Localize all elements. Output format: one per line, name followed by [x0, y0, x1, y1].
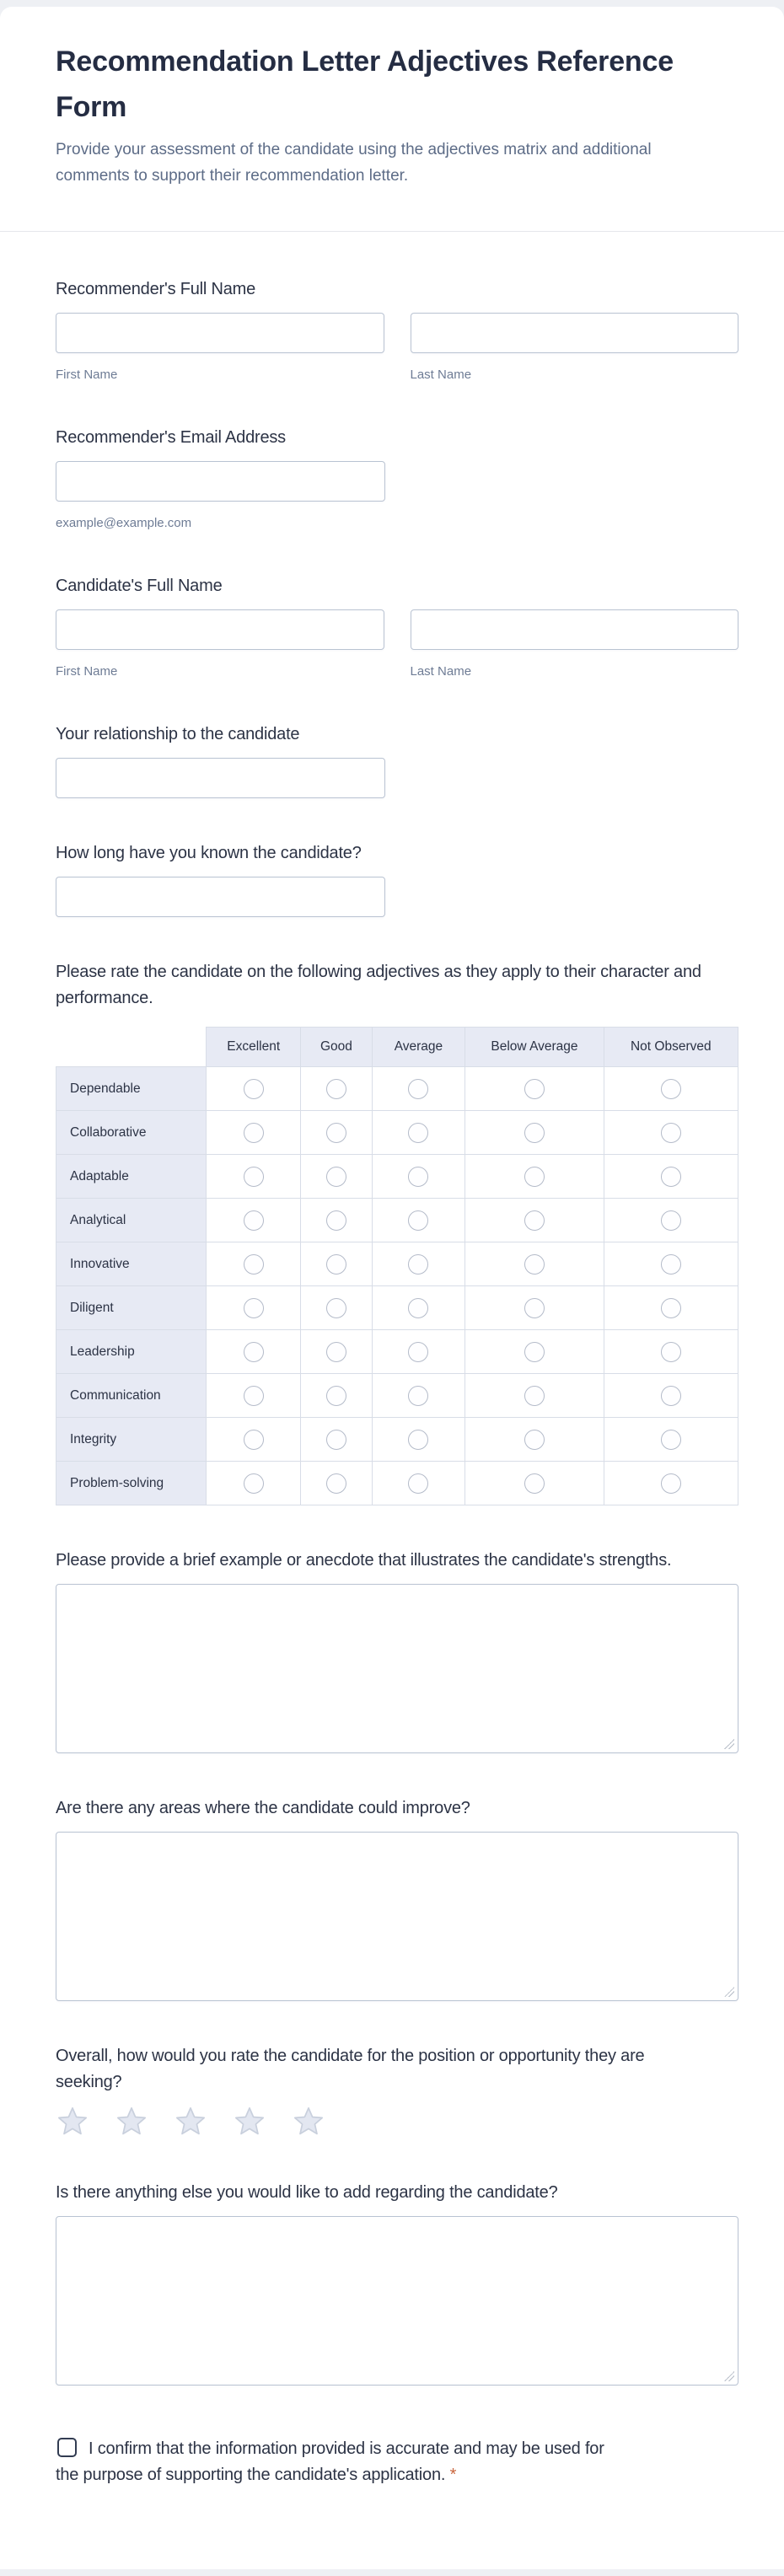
form-subtitle: Provide your assessment of the candidate using the adjectives matrix and additional comments to support their recommendation letter.: [56, 141, 652, 185]
form-card: [0, 7, 784, 2569]
question-overall-rating: [56, 2043, 738, 2138]
radio-adaptable-below-average[interactable]: [524, 1167, 545, 1187]
candidate-first-name-input[interactable]: [56, 609, 384, 650]
questions-area: [0, 276, 784, 2488]
improvement-label: Are there any areas where the candidate could improve?: [56, 1799, 470, 1817]
radio-adaptable-excellent[interactable]: [244, 1167, 264, 1187]
recommender-email-input[interactable]: [56, 461, 385, 502]
radio-dependable-not-observed[interactable]: [661, 1079, 681, 1099]
radio-collaborative-not-observed[interactable]: [661, 1123, 681, 1143]
radio-diligent-not-observed[interactable]: [661, 1298, 681, 1318]
form-header: [0, 7, 784, 189]
matrix-row-label: Dependable: [56, 1067, 207, 1111]
confirmation-label-line1: I confirm that the information provided is accurate and may be used for: [89, 2439, 604, 2458]
first-name-sublabel: First Name: [56, 368, 118, 382]
overall-rating-label: Overall, how would you rate the candidate for the position or opportunity they are seeking?: [56, 2047, 645, 2091]
radio-collaborative-good[interactable]: [326, 1123, 346, 1143]
radio-leadership-below-average[interactable]: [524, 1342, 545, 1362]
star-icon-4[interactable]: [233, 2106, 266, 2138]
duration-input[interactable]: [56, 877, 385, 917]
radio-leadership-excellent[interactable]: [244, 1342, 264, 1362]
radio-dependable-excellent[interactable]: [244, 1079, 264, 1099]
form-title: Recommendation Letter Adjectives Reference Form: [56, 46, 674, 123]
radio-collaborative-below-average[interactable]: [524, 1123, 545, 1143]
star-icon-2[interactable]: [115, 2106, 148, 2138]
matrix-column-header: Not Observed: [604, 1028, 738, 1067]
recommender-first-name-input[interactable]: [56, 313, 384, 353]
matrix-row-label: Innovative: [56, 1242, 207, 1286]
required-asterisk: *: [449, 2466, 457, 2484]
star-icon-5[interactable]: [292, 2106, 325, 2138]
relationship-label: Your relationship to the candidate: [56, 725, 300, 743]
matrix-column-header: Below Average: [465, 1028, 604, 1067]
matrix-row-label: Leadership: [56, 1330, 207, 1374]
radio-communication-excellent[interactable]: [244, 1386, 264, 1406]
matrix-column-header: Excellent: [206, 1028, 300, 1067]
question-recommender-email: [56, 425, 738, 531]
radio-innovative-excellent[interactable]: [244, 1254, 264, 1275]
matrix-row-problem-solving: [56, 1462, 738, 1505]
radio-leadership-not-observed[interactable]: [661, 1342, 681, 1362]
radio-innovative-good[interactable]: [326, 1254, 346, 1275]
radio-analytical-below-average[interactable]: [524, 1210, 545, 1231]
radio-analytical-excellent[interactable]: [244, 1210, 264, 1231]
radio-innovative-below-average[interactable]: [524, 1254, 545, 1275]
radio-innovative-average[interactable]: [408, 1254, 428, 1275]
matrix-row-label: Analytical: [56, 1199, 207, 1242]
radio-diligent-below-average[interactable]: [524, 1298, 545, 1318]
radio-dependable-good[interactable]: [326, 1079, 346, 1099]
matrix-row-communication: [56, 1374, 738, 1418]
first-name-sublabel: First Name: [56, 664, 118, 679]
additional-textarea[interactable]: [56, 2216, 738, 2385]
matrix-row-dependable: [56, 1067, 738, 1111]
email-hint-sublabel: example@example.com: [56, 516, 192, 530]
radio-dependable-below-average[interactable]: [524, 1079, 545, 1099]
matrix-column-header: Average: [372, 1028, 465, 1067]
recommender-last-name-input[interactable]: [411, 313, 739, 353]
radio-communication-not-observed[interactable]: [661, 1386, 681, 1406]
radio-problem-solving-not-observed[interactable]: [661, 1473, 681, 1494]
radio-integrity-not-observed[interactable]: [661, 1430, 681, 1450]
radio-leadership-good[interactable]: [326, 1342, 346, 1362]
star-icon-1[interactable]: [56, 2106, 89, 2138]
matrix-row-label: Adaptable: [56, 1155, 207, 1199]
radio-adaptable-not-observed[interactable]: [661, 1167, 681, 1187]
radio-dependable-average[interactable]: [408, 1079, 428, 1099]
matrix-row-adaptable: [56, 1155, 738, 1199]
matrix-row-label: Problem-solving: [56, 1462, 207, 1505]
adjectives-matrix-table: [56, 1027, 738, 1505]
radio-problem-solving-good[interactable]: [326, 1473, 346, 1494]
radio-problem-solving-below-average[interactable]: [524, 1473, 545, 1494]
matrix-row-analytical: [56, 1199, 738, 1242]
relationship-input[interactable]: [56, 758, 385, 798]
candidate-last-name-input[interactable]: [411, 609, 739, 650]
radio-innovative-not-observed[interactable]: [661, 1254, 681, 1275]
recommender-email-label: Recommender's Email Address: [56, 428, 286, 447]
last-name-sublabel: Last Name: [410, 664, 472, 679]
question-relationship: [56, 722, 738, 798]
matrix-corner-cell: [56, 1028, 207, 1067]
strengths-label: Please provide a brief example or anecdote that illustrates the candidate's strengths.: [56, 1551, 672, 1570]
candidate-name-label: Candidate's Full Name: [56, 577, 223, 595]
radio-analytical-average[interactable]: [408, 1210, 428, 1231]
radio-adaptable-average[interactable]: [408, 1167, 428, 1187]
strengths-textarea[interactable]: [56, 1584, 738, 1753]
radio-problem-solving-average[interactable]: [408, 1473, 428, 1494]
radio-integrity-below-average[interactable]: [524, 1430, 545, 1450]
recommender-name-label: Recommender's Full Name: [56, 280, 256, 298]
additional-label: Is there anything else you would like to add regarding the candidate?: [56, 2183, 558, 2202]
radio-analytical-good[interactable]: [326, 1210, 346, 1231]
star-rating: [56, 2106, 738, 2138]
matrix-row-collaborative: [56, 1111, 738, 1155]
radio-collaborative-excellent[interactable]: [244, 1123, 264, 1143]
radio-leadership-average[interactable]: [408, 1342, 428, 1362]
radio-integrity-excellent[interactable]: [244, 1430, 264, 1450]
matrix-row-label: Collaborative: [56, 1111, 207, 1155]
question-duration: [56, 840, 738, 917]
matrix-row-label: Integrity: [56, 1418, 207, 1462]
question-strengths: [56, 1548, 738, 1753]
radio-collaborative-average[interactable]: [408, 1123, 428, 1143]
radio-adaptable-good[interactable]: [326, 1167, 346, 1187]
matrix-row-label: Diligent: [56, 1286, 207, 1330]
confirmation-checkbox[interactable]: [57, 2438, 77, 2457]
duration-label: How long have you known the candidate?: [56, 844, 362, 862]
radio-integrity-good[interactable]: [326, 1430, 346, 1450]
question-adjectives-matrix: [56, 959, 738, 1505]
star-icon-3[interactable]: [174, 2106, 207, 2138]
question-recommender-name: [56, 276, 738, 383]
improvement-textarea[interactable]: [56, 1832, 738, 2001]
radio-communication-good[interactable]: [326, 1386, 346, 1406]
radio-diligent-average[interactable]: [408, 1298, 428, 1318]
confirmation-label-line2: the purpose of supporting the candidate's application.: [56, 2466, 446, 2484]
matrix-row-innovative: [56, 1242, 738, 1286]
confirmation-option: [56, 2436, 738, 2488]
radio-diligent-good[interactable]: [326, 1298, 346, 1318]
matrix-row-integrity: [56, 1418, 738, 1462]
question-confirmation: [56, 2436, 738, 2488]
matrix-label: Please rate the candidate on the following adjectives as they apply to their character and performance.: [56, 963, 701, 1007]
radio-communication-average[interactable]: [408, 1386, 428, 1406]
radio-integrity-average[interactable]: [408, 1430, 428, 1450]
question-improvement: [56, 1795, 738, 2001]
matrix-column-header: Good: [301, 1028, 372, 1067]
header-divider: [0, 231, 784, 232]
question-candidate-name: [56, 573, 738, 679]
matrix-row-leadership: [56, 1330, 738, 1374]
question-additional: [56, 2180, 738, 2385]
radio-communication-below-average[interactable]: [524, 1386, 545, 1406]
radio-analytical-not-observed[interactable]: [661, 1210, 681, 1231]
last-name-sublabel: Last Name: [410, 368, 472, 382]
matrix-row-diligent: [56, 1286, 738, 1330]
radio-problem-solving-excellent[interactable]: [244, 1473, 264, 1494]
matrix-row-label: Communication: [56, 1374, 207, 1418]
matrix-header-row: [56, 1028, 738, 1067]
radio-diligent-excellent[interactable]: [244, 1298, 264, 1318]
